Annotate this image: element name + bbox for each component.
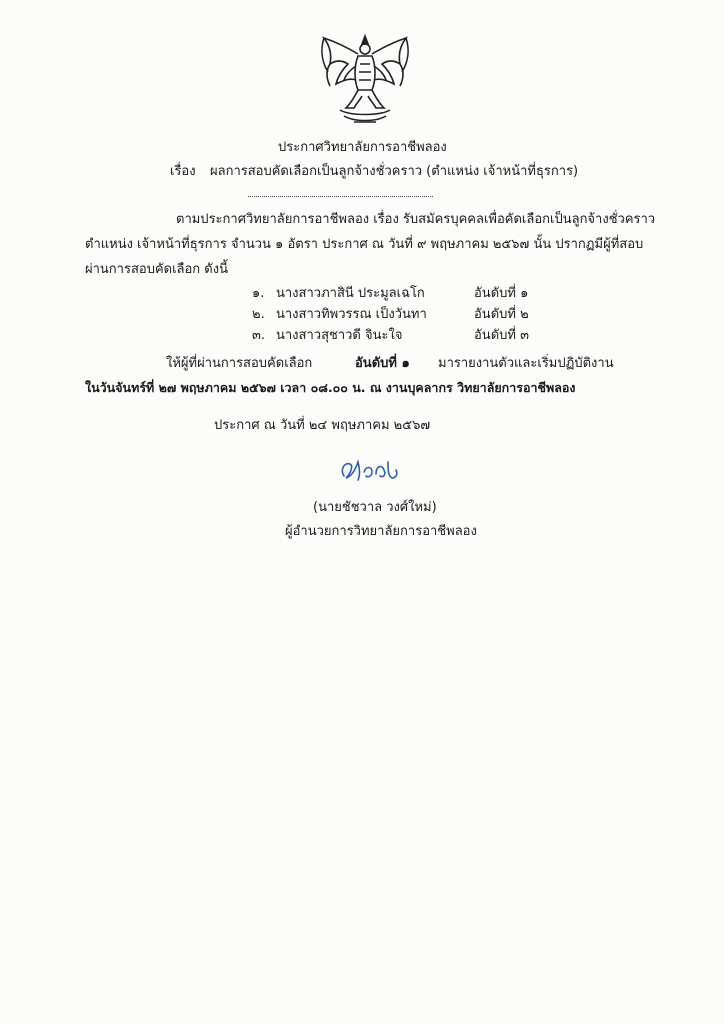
candidate-rank: อันดับที่ ๒: [474, 307, 529, 322]
para2-line1-start: ให้ผู้ที่ผ่านการสอบคัดเลือก: [166, 356, 313, 371]
para1-line1: ตามประกาศวิทยาลัยการอาชีพลอง เรื่อง รับสมัครบุคคลเพื่อคัดเลือกเป็นลูกจ้างชั่วคราว: [176, 212, 656, 227]
candidate-rank: อันดับที่ ๓: [474, 328, 529, 343]
candidate-rank: อันดับที่ ๑: [474, 286, 529, 301]
signatory-position: ผู้อำนวยการวิทยาลัยการอาชีพลอง: [285, 524, 477, 539]
para2-line1-end: มารายงานตัวและเริ่มปฏิบัติงาน: [438, 356, 614, 371]
subject-label: เรื่อง: [170, 164, 196, 179]
candidate-number: ๓.: [252, 328, 266, 343]
para2-rank-highlight: อันดับที่ ๑: [355, 356, 410, 371]
announce-date: ประกาศ ณ วันที่ ๒๔ พฤษภาคม ๒๕๖๗: [214, 418, 431, 433]
dotted-divider: [248, 196, 433, 197]
subject-text: ผลการสอบคัดเลือกเป็นลูกจ้างชั่วคราว (ตำแหน่ง เจ้าหน้าที่ธุรการ): [210, 164, 579, 179]
para1-line2: ตำแหน่ง เจ้าหน้าที่ธุรการ จำนวน ๑ อัตรา ประกาศ ณ วันที่ ๙ พฤษภาคม ๒๕๖๗ นั้น ปรากฏมีผู้ที่สอบ: [85, 237, 644, 252]
announcement-title: ประกาศวิทยาลัยการอาชีพลอง: [278, 140, 447, 155]
candidate-number: ๑.: [252, 286, 265, 301]
signatory-name: (นายชัชวาล วงศ์ใหม่): [313, 500, 437, 515]
signature-icon: [330, 448, 410, 488]
para2-line2: ในวันจันทร์ที่ ๒๗ พฤษภาคม ๒๕๖๗ เวลา ๐๘.๐๐ น. ณ งานบุคลากร วิทยาลัยการอาชีพลอง: [85, 380, 576, 395]
candidate-name: นางสาวภาสินี ประมูลเฉโก: [276, 286, 425, 301]
para1-line3: ผ่านการสอบคัดเลือก ดังนี้: [85, 262, 228, 277]
garuda-emblem-icon: [310, 30, 420, 130]
candidate-name: นางสาวสุชาวดี จินะใจ: [276, 328, 403, 343]
candidate-name: นางสาวทิพวรรณ เป็งวันทา: [276, 307, 427, 322]
candidate-number: ๒.: [252, 307, 265, 322]
